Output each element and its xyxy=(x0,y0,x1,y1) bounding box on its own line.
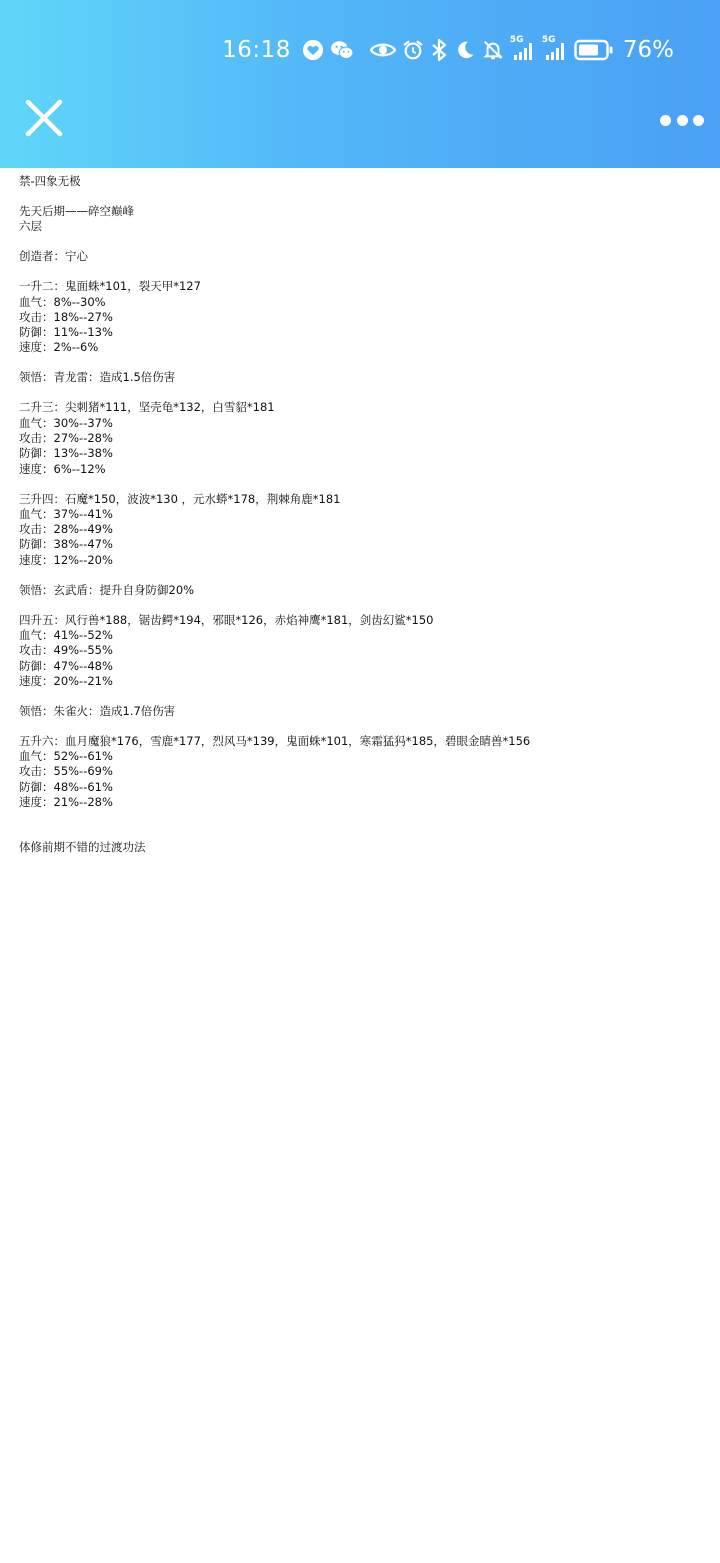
document-line: 防御：48%--61% xyxy=(19,779,113,794)
bluetooth-icon xyxy=(430,38,448,62)
document-line: 血气：37%--41% xyxy=(19,506,113,521)
blank-line xyxy=(19,598,701,613)
document-line: 速度：6%--12% xyxy=(19,461,106,476)
blank-line xyxy=(19,477,701,492)
close-button[interactable] xyxy=(22,96,66,140)
document-line: 速度：12%--20% xyxy=(19,552,113,567)
blank-line xyxy=(19,689,701,704)
document-line: 创造者：宁心 xyxy=(19,249,88,264)
network-label-2: 5G xyxy=(541,35,556,45)
status-bar xyxy=(0,28,720,72)
battery-percent: 76% xyxy=(622,37,674,63)
more-dots-icon xyxy=(693,115,704,126)
eye-icon xyxy=(370,40,396,60)
document-line: 攻击：27%--28% xyxy=(19,431,113,445)
heart-icon xyxy=(302,39,324,61)
blank-line xyxy=(19,356,701,371)
document-line: 六层 xyxy=(19,219,42,234)
app-header xyxy=(0,0,720,168)
document-line: 防御：13%--38% xyxy=(19,446,113,461)
more-dots-icon xyxy=(660,115,671,126)
signal-icon xyxy=(541,35,568,61)
blank-line xyxy=(19,235,701,250)
document-line: 禁-四象无极 xyxy=(19,174,81,188)
document-line: 攻击：55%--69% xyxy=(19,764,113,779)
document-line: 速度：2%--6% xyxy=(19,340,99,355)
network-label-1: 5G xyxy=(509,35,524,45)
document-line: 防御：11%--13% xyxy=(19,325,113,340)
document-line: 攻击：49%--55% xyxy=(19,643,113,658)
close-icon xyxy=(22,96,66,140)
document-line: 血气：52%--61% xyxy=(19,749,113,764)
document-line: 四升五：风行兽*188，锯齿鳄*194，邪眼*126，赤焰神鹰*181，剑齿幻鲨*150 xyxy=(19,612,434,627)
alarm-icon xyxy=(402,39,424,61)
mute-bell-icon xyxy=(482,38,504,62)
document-line: 防御：47%--48% xyxy=(19,658,113,673)
document-line: 先天后期——碎空巅峰 xyxy=(19,203,134,218)
document-line: 五升六：血月魔狼*176，雪鹿*177，烈风马*139，鬼面蛛*101，寒霜猛犸*185，碧眼金睛兽*156 xyxy=(19,733,531,748)
document-content xyxy=(0,168,720,855)
blank-line xyxy=(19,825,701,840)
signal-icon xyxy=(509,35,536,61)
document-line: 血气：8%--30% xyxy=(19,294,106,309)
document-line: 防御：38%--47% xyxy=(19,537,113,552)
battery-icon xyxy=(574,39,614,61)
blank-line xyxy=(19,265,701,280)
document-line: 二升三：尖刺猪*111，坚壳龟*132，白雪貂*181 xyxy=(19,400,275,415)
document-line: 一升二：鬼面蛛*101，裂天甲*127 xyxy=(19,279,201,294)
document-line: 领悟：玄武盾：提升自身防御20% xyxy=(19,582,195,597)
moon-icon xyxy=(454,39,476,61)
document-line: 血气：41%--52% xyxy=(19,628,113,643)
blank-line xyxy=(19,719,701,734)
document-line: 领悟：青龙雷：造成1.5倍伤害 xyxy=(19,370,176,385)
wechat-icon xyxy=(330,39,354,61)
more-button[interactable] xyxy=(660,108,704,132)
blank-line xyxy=(19,810,701,825)
more-dots-icon xyxy=(677,115,688,126)
document-line: 领悟：朱雀火：造成1.7倍伤害 xyxy=(19,703,176,718)
document-line: 血气：30%--37% xyxy=(19,415,113,430)
document-line: 速度：20%--21% xyxy=(19,673,113,688)
blank-line xyxy=(19,189,701,204)
document-line: 三升四：石魔*150，波波*130 ，元水蟒*178，荆棘角鹿*181 xyxy=(19,491,341,506)
document-line: 体修前期不错的过渡功法 xyxy=(19,839,146,854)
document-line: 攻击：28%--49% xyxy=(19,522,113,537)
blank-line xyxy=(19,568,701,583)
document-line: 攻击：18%--27% xyxy=(19,309,113,324)
status-time: 16:18 xyxy=(222,37,291,63)
blank-line xyxy=(19,386,701,401)
document-line: 速度：21%--28% xyxy=(19,795,113,810)
